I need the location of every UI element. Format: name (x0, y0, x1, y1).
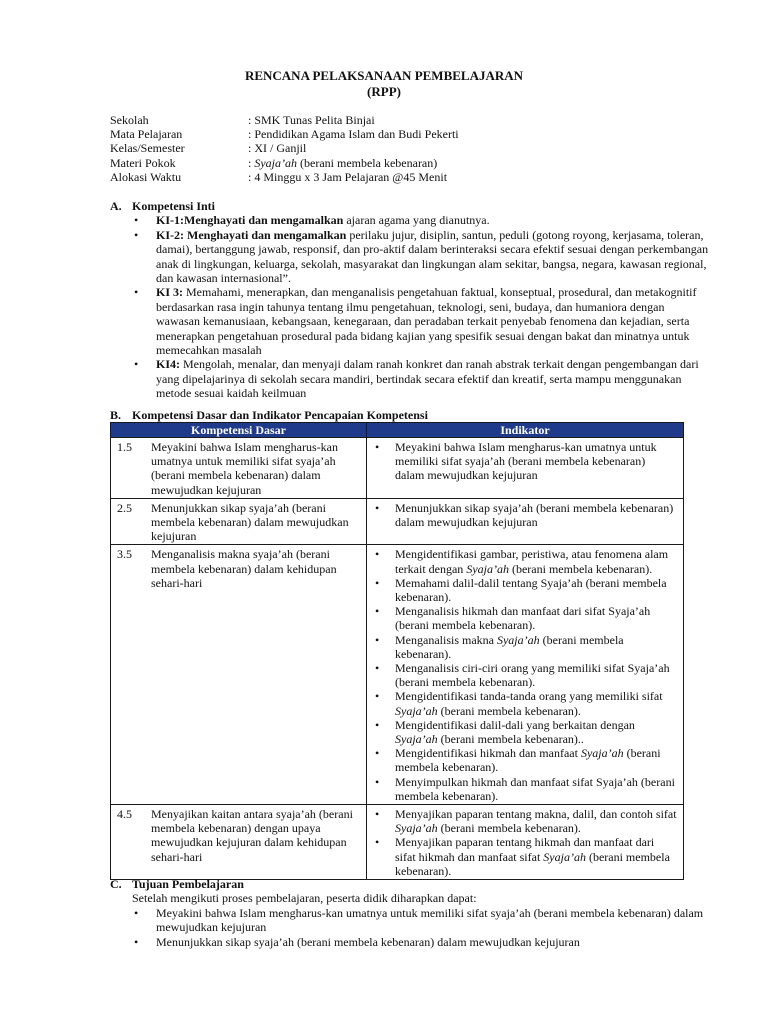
indicator-text: Menganalisis ciri-ciri orang yang memiliki sifat Syaja’ah (berani membela kebenaran). (395, 661, 670, 690)
section-letter: B. (110, 408, 122, 422)
kd-number: 1.5 (117, 440, 132, 454)
document-title (0, 68, 768, 99)
kd-number: 4.5 (117, 807, 132, 822)
indicator-text: Mengidentifikasi tanda-tanda orang yang memiliki sifat (395, 689, 663, 704)
kd-text: Menganalisis makna syaja’ah (berani membela kebenaran) dalam kehidupan sehari-hari (151, 547, 337, 590)
indicator-text: (berani membela kebenaran). (437, 821, 581, 836)
table-row (111, 545, 684, 805)
section-letter: A. (110, 199, 122, 213)
indicator-italic: Syaja’ah (395, 703, 438, 718)
indicator-cell (367, 498, 684, 545)
indicator-item (367, 547, 683, 575)
section-tujuan-pembelajaran (110, 877, 710, 949)
indicator-text: (berani membela kebenaran). (395, 632, 624, 661)
identity-block (110, 113, 710, 185)
section-letter: C. (110, 877, 122, 891)
identity-label: Alokasi Waktu (110, 170, 182, 185)
identity-row-sekolah (110, 113, 710, 127)
indicator-item (367, 604, 683, 632)
indicator-list (367, 807, 683, 878)
indicator-item (367, 835, 683, 878)
identity-value: : Pendidikan Agama Islam dan Budi Pekerti (248, 126, 459, 141)
indicator-text: Mengidentifikasi dalil-dali yang berkaitan dengan (395, 717, 635, 732)
ki-text: perilaku jujur, disiplin, santun, peduli (gotong royong, kerjasama, toleran, damai), bertanggung jawab, responsif, dan pro-aktif dalam berinteraksi secara efektif sesuai dengan perkembangan anak di lingkungan, keluarga, sekolah, masyarakat dan lingkungan alam sekitar, bangsa, negara, kawasan regional, dan kawasan internasional”. (156, 227, 709, 286)
identity-value: : XI / Ganjil (248, 141, 307, 156)
identity-row-alokasi-waktu (110, 170, 710, 184)
identity-row-mata-pelajaran (110, 127, 710, 141)
ki-lead: KI-1:Menghayati dan mengamalkan (156, 213, 344, 228)
indicator-text: (berani membela kebenaran). (395, 849, 670, 878)
identity-value-italic: Syaja’ah (254, 155, 297, 170)
indicator-item (367, 807, 683, 835)
indicator-italic: Syaja’ah (543, 849, 586, 864)
title-line-2: (RPP) (367, 83, 401, 99)
kd-cell (111, 805, 367, 880)
list-item (110, 213, 710, 227)
ki-lead: KI4: (156, 357, 180, 372)
section-title: Kompetensi Inti (132, 199, 216, 213)
list-item (110, 228, 710, 286)
identity-label: Mata Pelajaran (110, 126, 183, 141)
ki-lead: KI-2: Menghayati dan mengamalkan (156, 227, 347, 242)
indicator-text: Mengidentifikasi hikmah dan manfaat (395, 746, 581, 761)
identity-label: Kelas/Semester (110, 141, 185, 156)
identity-row-materi-pokok (110, 156, 710, 170)
identity-value: : 4 Minggu x 3 Jam Pelajaran @45 Menit (248, 170, 448, 185)
section-title: Tujuan Pembelajaran (132, 877, 244, 891)
section-title: Kompetensi Dasar dan Indikator Pencapaian Kompetensi (132, 408, 428, 422)
indicator-text: (berani membela kebenaran). (395, 746, 661, 775)
indicator-item (367, 576, 683, 604)
indicator-text: (berani membela kebenaran). (508, 561, 653, 576)
indicator-cell (367, 438, 684, 499)
indicator-italic: Syaja’ah (395, 821, 438, 836)
indicator-item (367, 718, 683, 746)
kd-cell (111, 498, 367, 545)
kd-text: Meyakini bahwa Islam mengharus-kan umatnya untuk memiliki sifat syaja’ah (berani membela kebenaran) dalam mewujudkan kejujuran (151, 440, 338, 497)
indicator-cell (367, 805, 684, 880)
ki-text: Memahami, menerapkan, dan menganalisis pengetahuan faktual, konseptual, prosedural, dan metakognitif berdasarkan rasa ingin tahunya tentang ilmu pengetahuan, teknologi, seni, budaya, dan humaniora dengan wawasan kemanusiaan, kebangsaan, kenegaraan, dan peradaban terkait penyebab fenomena dan kejadian, serta menerapkan pengetahuan prosedural pada bidang kajian yang spesifik sesuai dengan bakat dan minatnya untuk memecahkan masalah (156, 285, 697, 358)
indicator-list (367, 440, 683, 483)
kd-text: Menunjukkan sikap syaja’ah (berani membela kebenaran) dalam mewujudkan kejujuran (151, 500, 349, 544)
list-item (110, 285, 710, 357)
ki-text: ajaran agama yang dianutnya. (343, 213, 490, 228)
indicator-italic: Syaja’ah (580, 746, 624, 761)
indicator-italic: Syaja’ah (466, 561, 509, 576)
indicator-text: (berani membela kebenaran).. (437, 732, 584, 747)
kd-number: 3.5 (117, 547, 132, 562)
header-kompetensi-dasar: Kompetensi Dasar (111, 423, 367, 438)
indicator-text: Memahami dalil-dalil tentang Syaja’ah (berani membela kebenaran). (395, 575, 667, 605)
indicator-text: Mengidentifikasi gambar, peristiwa, atau fenomena alam terkait dengan (395, 547, 669, 576)
indicator-item (367, 746, 683, 774)
indicator-text: Menunjukkan sikap syaja’ah (berani membela kebenaran) dalam mewujudkan kejujuran (395, 500, 674, 530)
kd-cell (111, 545, 367, 805)
indicator-item (367, 775, 683, 803)
identity-value-prefix: : (248, 155, 255, 170)
ki-text: Mengolah, menalar, dan menyaji dalam ranah konkret dan ranah abstrak terkait dengan pengembangan dari yang dipelajarinya di sekolah secara mandiri, bertindak secara efektif dan kreatif, serta mampu menggunakan metode sesuai kaidah keilmuan (156, 357, 699, 401)
list-item: • Meyakini bahwa Islam mengharus-kan umatnya untuk memiliki sifat syaja’ah (berani membela kebenaran) dalam mewujudkan kejujuran (110, 906, 710, 935)
indicator-list (367, 501, 683, 529)
header-indikator: Indikator (367, 423, 684, 438)
section-heading (110, 408, 710, 422)
section-heading (110, 199, 710, 213)
indicator-item (367, 501, 683, 529)
indicator-text: Menganalisis makna (395, 632, 497, 647)
indicator-text: Menyimpulkan hikmah dan manfaat sifat Syaja’ah (berani membela kebenaran). (395, 774, 675, 803)
identity-value: : SMK Tunas Pelita Binjai (248, 112, 375, 127)
indicator-item (367, 689, 683, 717)
table-row (111, 498, 684, 545)
ki-list (110, 213, 710, 400)
indicator-text: (berani membela kebenaran). (437, 703, 581, 718)
section-kompetensi-inti (110, 199, 710, 401)
indicator-cell (367, 545, 684, 805)
indicator-text: Menganalisis hikmah dan manfaat dari sifat Syaja’ah (berani membela kebenaran). (395, 604, 651, 633)
list-item: • Menunjukkan sikap syaja’ah (berani membela kebenaran) dalam mewujudkan kejujuran (110, 935, 710, 949)
tujuan-intro: Setelah mengikuti proses pembelajaran, peserta didik diharapkan dapat: (132, 891, 477, 906)
kd-number: 2.5 (117, 500, 132, 515)
identity-value-rest: (berani membela kebenaran) (297, 155, 438, 170)
indicator-item (367, 440, 683, 483)
list-item (110, 357, 710, 400)
indicator-item (367, 633, 683, 661)
section-kompetensi-dasar (110, 408, 710, 422)
table-row (111, 805, 684, 880)
tujuan-list (110, 906, 710, 949)
indicator-list (367, 547, 683, 803)
identity-label: Sekolah (110, 112, 149, 127)
identity-row-kelas-semester (110, 141, 710, 155)
table-row (111, 438, 684, 499)
table-header-row (111, 423, 684, 438)
indicator-text: Menyajikan paparan tentang hikmah dan manfaat dari sifat hikmah dan manfaat sifat (395, 835, 655, 864)
indicator-italic: Syaja’ah (395, 732, 438, 747)
indicator-text: Meyakini bahwa Islam mengharus-kan umatnya untuk memiliki sifat syaja’ah (berani membela kebenaran) dalam mewujudkan kejujuran (395, 440, 657, 483)
indicator-italic: Syaja’ah (496, 632, 540, 647)
indicator-text: Menyajikan paparan tentang makna, dalil, dan contoh sifat (395, 807, 677, 822)
ki-lead: KI 3: (156, 285, 183, 300)
indicator-item (367, 661, 683, 689)
kd-text: Menyajikan kaitan antara syaja’ah (berani membela kebenaran) dengan upaya mewujudkan kejujuran dalam kehidupan sehari-hari (151, 807, 353, 864)
kd-cell (111, 438, 367, 499)
kd-indicator-table (110, 422, 684, 880)
title-line-1: RENCANA PELAKSANAAN PEMBELAJARAN (244, 68, 524, 83)
identity-label: Materi Pokok (110, 155, 176, 170)
section-heading (110, 877, 710, 891)
